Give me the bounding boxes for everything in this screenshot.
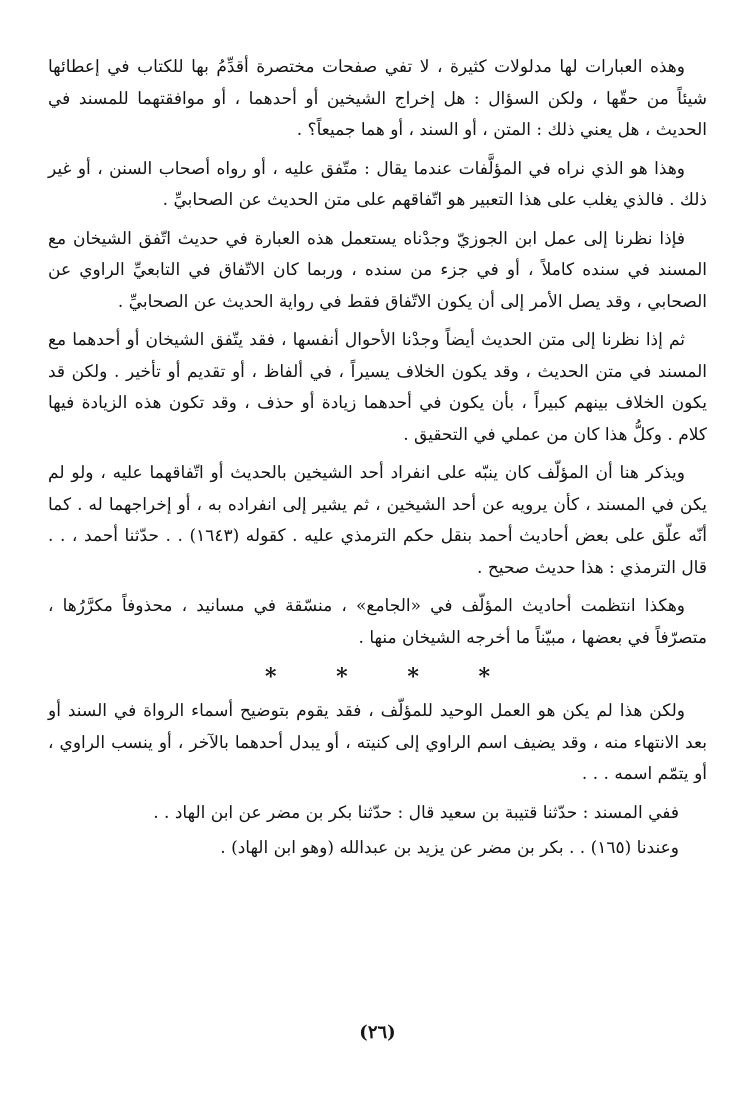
body-text-2: [48, 696, 707, 865]
paragraph-1: وهذه العبارات لها مدلولات كثيرة ، لا تفي صفحات مختصرة أقدِّمُ بها للكتاب في إعطائها شيئاً من حقّها ، ولكن السؤال : هل إخراج الشيخين أو أحدهما ، أو موافقتهما للمسند في الحديث ، هل يعني ذلك : المتن ، أو السند ، أو هما جميعاً؟ .: [48, 57, 707, 140]
paragraph-5: ويذكر هنا أن المؤلّف كان ينبّه على انفراد أحد الشيخين بالحديث أو اتّفاقهما عليه ، ولو لم يكن في المسند ، كأن يرويه عن أحد الشيخين ، ثم يشير إلى انفراده به ، أو إخراجهما له . كما أنّه علّق على بعض أحاديث أحمد بنقل حكم الترمذي عليه . كقوله (١٦٤٣) . . حدّثنا أحمد ، . . قال الترمذي : هذا حديث صحيح .: [48, 463, 707, 578]
page-number: (٢٦): [359, 1022, 396, 1043]
paragraph-9: وعندنا (١٦٥) . . بكر بن مضر عن يزيد بن عبدالله (وهو ابن الهاد) .: [220, 838, 679, 858]
paragraph-6: وهكذا انتظمت أحاديث المؤلّف في «الجامع» ، منسّقة في مسانيد ، محذوفاً مكرَّرُها ، متصرّفاً في بعضها ، مبيّناً ما أخرجه الشيخان منها .: [48, 596, 707, 648]
body-text: [48, 52, 707, 654]
paragraph-8: ففي المسند : حدّثنا قتيبة بن سعيد قال : حدّثنا بكر بن مضر عن ابن الهاد . .: [153, 802, 679, 823]
paragraph-4: ثم إذا نظرنا إلى متن الحديث أيضاً وجدْنا الأحوال أنفسها ، فقد يتّفق الشيخان أو أحدهما مع المسند في متن الحديث ، وقد يكون الخلاف يسيراً ، في ألفاظ ، أو تقديم أو تأخير . ولكن قد يكون الخلاف بينهم كبيراً ، بأن يكون في أحدهما زيادة أو حذف ، وقد تكون هذه الزيادة فيها كلام . وكلُّ هذا كان من عملي في التحقيق .: [48, 330, 707, 445]
section-separator: * * * *: [265, 664, 516, 690]
paragraph-2: وهذا هو الذي نراه في المؤلَّفات عندما يقال : متّفق عليه ، أو رواه أصحاب السنن ، أو غير ذلك . فالذي يغلب على هذا التعبير هو اتّفاقهم على متن الحديث عن الصحابيِّ .: [48, 158, 707, 210]
paragraph-7: ولكن هذا لم يكن هو العمل الوحيد للمؤلّف ، فقد يقوم بتوضيح أسماء الرواة في السند أو بعد الانتهاء منه ، وقد يضيف اسم الراوي إلى كنيته ، أو يبدل أحدهما بالآخر ، أو ينسب الراوي ، أو يتمّم اسمه . . .: [48, 701, 707, 784]
paragraph-3: فإذا نظرنا إلى عمل ابن الجوزيّ وجدْناه يستعمل هذه العبارة في حديث اتّفق الشيخان مع المسند في سنده كاملاً ، أو في جزء من سنده ، وربما كان الاتّفاق في التابعيِّ الراوي عن الصحابي ، وقد يصل الأمر إلى أن يكون الاتّفاق فقط في رواية الحديث عن الصحابيِّ .: [48, 228, 707, 312]
